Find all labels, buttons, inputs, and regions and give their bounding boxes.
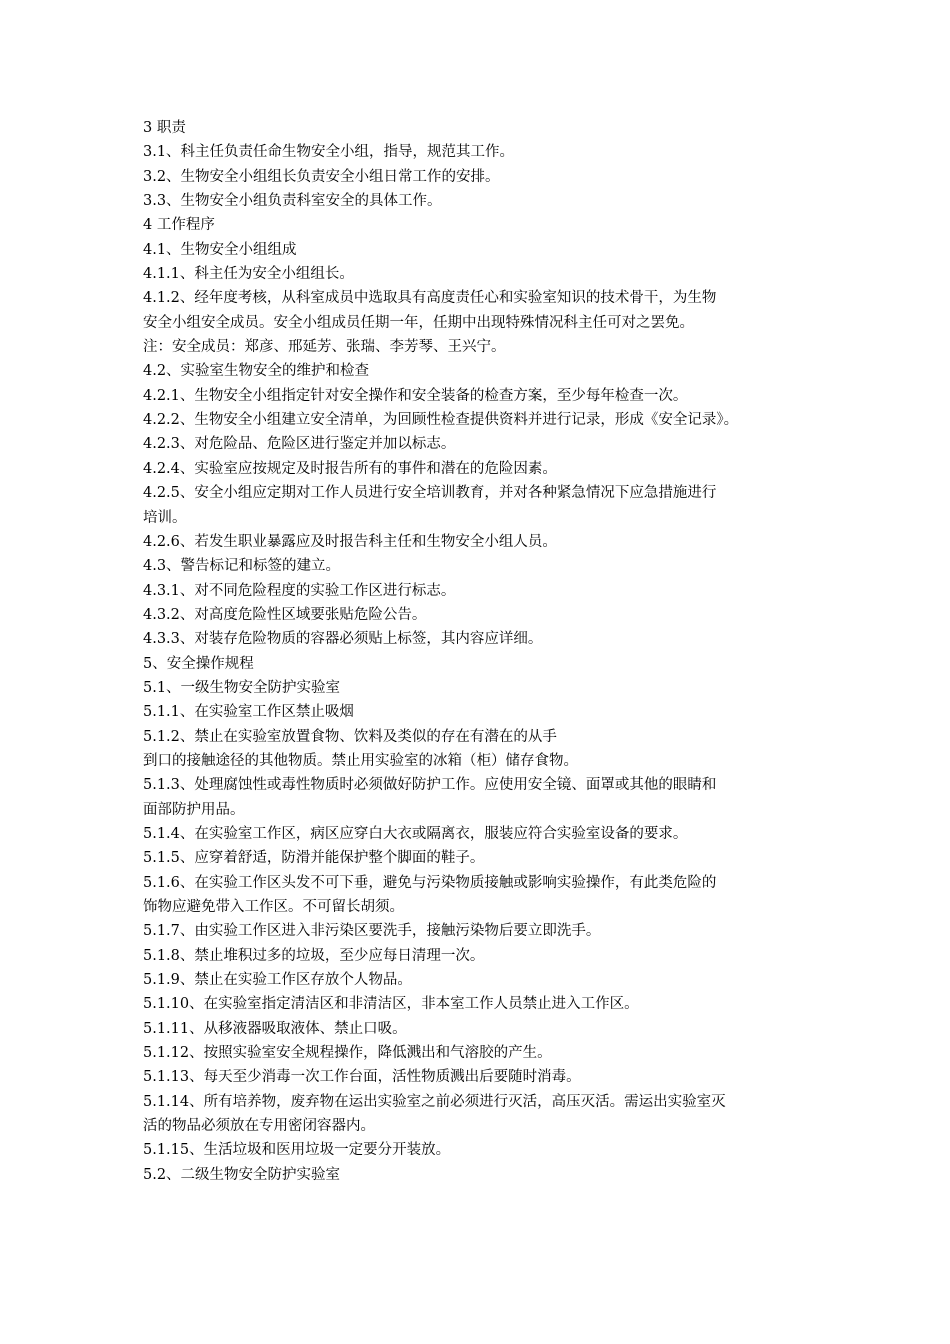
- text-line: 5.1.13、每天至少消毒一次工作台面，活性物质溅出后要随时消毒。: [143, 1069, 581, 1086]
- text-line: 4.3.3、对装存危险物质的容器必须贴上标签，其内容应详细。: [143, 631, 543, 648]
- text-line: 5.1.2、禁止在实验室放置食物、饮料及类似的存在有潜在的从手: [143, 728, 557, 745]
- text-line: 4.1.1、科主任为安全小组组长。: [143, 266, 354, 283]
- text-line: 3.2、生物安全小组组长负责安全小组日常工作的安排。: [143, 168, 500, 185]
- text-line: 4 工作程序: [143, 217, 215, 234]
- text-line: 5.1、一级生物安全防护实验室: [143, 679, 341, 696]
- text-line: 安全小组安全成员。安全小组成员任期一年，任期中出现特殊情况科主任可对之罢免。: [143, 314, 694, 331]
- text-line: 注：安全成员：郑彦、邢延芳、张瑞、李芳琴、王兴宁。: [143, 339, 506, 356]
- text-line: 3.1、科主任负责任命生物安全小组，指导，规范其工作。: [143, 144, 515, 161]
- text-line: 4.3.2、对高度危险性区域要张贴危险公告。: [143, 606, 427, 623]
- text-line: 4.2.4、实验室应按规定及时报告所有的事件和潜在的危险因素。: [143, 460, 557, 477]
- text-line: 4.2、实验室生物安全的维护和检查: [143, 363, 370, 380]
- text-line: 饰物应避免带入工作区。不可留长胡须。: [143, 899, 404, 915]
- text-line: 4.1、生物安全小组组成: [143, 241, 297, 258]
- text-line: 5.1.11、从移液器吸取液体、禁止口吸。: [143, 1020, 407, 1037]
- text-line: 3.3、生物安全小组负责科室安全的具体工作。: [143, 193, 442, 210]
- text-line: 5.1.6、在实验工作区头发不可下垂，避免与污染物质接触或影响实验操作，有此类危险的: [143, 874, 717, 891]
- text-line: 5.1.7、由实验工作区进入非污染区要洗手，接触污染物后要立即洗手。: [143, 923, 601, 940]
- text-line: 5.1.8、禁止堆积过多的垃圾，至少应每日清理一次。: [143, 947, 485, 964]
- text-line: 5.1.12、按照实验室安全规程操作，降低溅出和气溶胶的产生。: [143, 1045, 552, 1062]
- text-line: 5.1.4、在实验室工作区，病区应穿白大衣或隔离衣，服装应符合实验室设备的要求。: [143, 825, 688, 842]
- document-body: [143, 116, 811, 1187]
- text-line: 5.1.3、处理腐蚀性或毒性物质时必须做好防护工作。应使用安全镜、面罩或其他的眼睛和: [143, 777, 717, 794]
- text-line: 4.2.1、生物安全小组指定针对安全操作和安全装备的检查方案，至少每年检查一次。: [143, 387, 688, 404]
- text-line: 3 职责: [143, 120, 186, 136]
- text-line: 5.1.1、在实验室工作区禁止吸烟: [143, 704, 354, 721]
- text-line: 培训。: [143, 509, 187, 526]
- text-line: 活的物品必须放在专用密闭容器内。: [143, 1118, 375, 1135]
- text-line: 4.2.3、对危险品、危险区进行鉴定并加以标志。: [143, 436, 456, 453]
- text-line: 5.1.5、应穿着舒适，防滑并能保护整个脚面的鞋子。: [143, 850, 485, 867]
- text-line: 4.3、警告标记和标签的建立。: [143, 558, 341, 575]
- text-line: 4.2.5、安全小组应定期对工作人员进行安全培训教育，并对各种紧急情况下应急措施进行: [143, 485, 717, 502]
- text-line: 4.2.2、生物安全小组建立安全清单，为回顾性检查提供资料并进行记录，形成《安全记录》。: [143, 412, 739, 429]
- text-line: 到口的接触途径的其他物质。禁止用实验室的冰箱（柜）储存食物。: [143, 752, 578, 769]
- text-line: 5、安全操作规程: [143, 655, 254, 672]
- text-line: 4.1.2、经年度考核，从科室成员中选取具有高度责任心和实验室知识的技术骨干，为生物: [143, 290, 717, 307]
- text-line: 5.1.10、在实验室指定清洁区和非清洁区，非本室工作人员禁止进入工作区。: [143, 996, 639, 1013]
- text-line: 4.2.6、若发生职业暴露应及时报告科主任和生物安全小组人员。: [143, 533, 557, 550]
- text-line: 5.2、二级生物安全防护实验室: [143, 1166, 341, 1183]
- text-line: 5.1.15、生活垃圾和医用垃圾一定要分开装放。: [143, 1142, 451, 1159]
- text-line: 5.1.14、所有培养物，废弃物在运出实验室之前必须进行灭活，高压灭活。需运出实验室灭: [143, 1093, 726, 1110]
- text-line: 面部防护用品。: [143, 801, 245, 818]
- text-line: 5.1.9、禁止在实验工作区存放个人物品。: [143, 972, 412, 989]
- text-line: 4.3.1、对不同危险程度的实验工作区进行标志。: [143, 582, 456, 599]
